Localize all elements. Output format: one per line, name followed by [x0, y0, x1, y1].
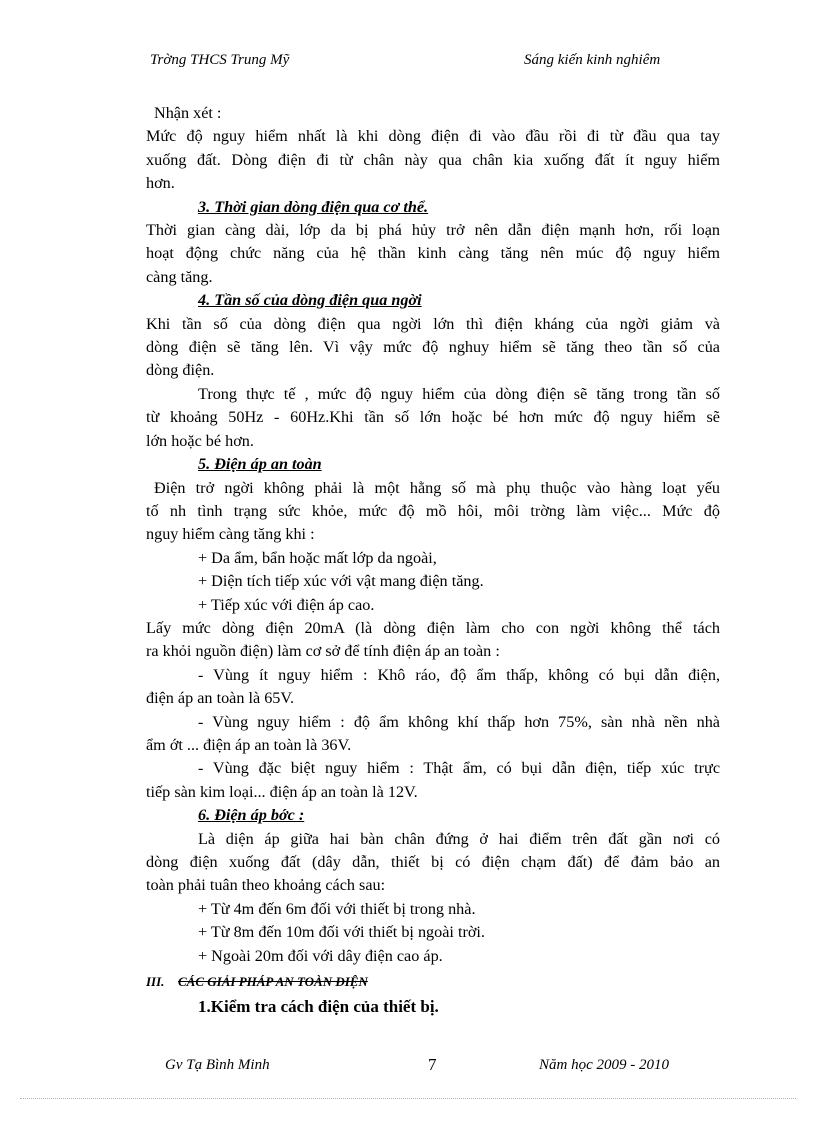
para-4b-line: từ khoảng 50Hz - 60Hz.Khi tần số lớn hoặc bé hơn mức độ nguy hiểm sẽ [146, 408, 720, 427]
zone-2-line: - Vùng nguy hiểm : độ ẩm không khí thấp hơn 75%, sàn nhà nền nhà [198, 712, 720, 731]
para-4a-line: Khi tần số của dòng điện qua ngời lớn thì điện kháng của ngời giảm và [146, 314, 720, 333]
para-3-line: Thời gian càng dài, lớp da bị phá hủy trở nên dẫn điện mạnh hơn, rối loạn [146, 221, 720, 240]
section-3-heading [146, 970, 720, 993]
zone-3-line: tiếp sàn kim loại... điện áp an toàn là 12V. [146, 782, 418, 801]
zone-2-line: ẩm ớt ... điện áp an toàn là 36V. [146, 735, 352, 754]
zone-3-line: - Vùng đặc biệt nguy hiểm : Thật ẩm, có bụi dẫn điện, tiếp xúc trực [198, 759, 720, 778]
heading-3: 3. Thời gian dòng điện qua cơ thể. [198, 197, 429, 216]
para-6-line: Là diện áp giữa hai bàn chân đứng ở hai điểm trên đất gần nơi có [198, 829, 720, 848]
para-4b-line: Trong thực tế , mức độ nguy hiểm của dòng điện sẽ tăng trong tần số [198, 384, 720, 403]
footer-author: Gv Tạ Bình Minh [165, 1057, 270, 1073]
heading-4: 4. Tần số của dòng điện qua ngời [198, 291, 422, 310]
heading-5: 5. Điện áp an toàn [198, 455, 322, 474]
para-5b-line: ra khỏi nguồn điện) làm cơ sở để tính điện áp an toàn : [146, 642, 500, 661]
remark-line: xuống đất. Dòng điện đi từ chân này qua chân kia xuống đất ít nguy hiểm [146, 150, 720, 169]
para-4a-line: dòng điện sẽ tăng lên. Vì vậy mức độ nghuy hiểm sẽ tăng theo tần số của [146, 338, 720, 357]
para-6-line: dòng điện xuống đất (dây dẫn, thiết bị có điện chạm đất) để đảm bảo an [146, 853, 720, 871]
heading-6: 6. Điện áp bớc : [198, 806, 305, 825]
para-6-line: toàn phải tuân theo khoảng cách sau: [146, 876, 386, 895]
list-item: + Từ 4m đến 6m đối với thiết bị trong nhà. [198, 899, 476, 918]
para-4b-line: lớn hoặc bé hơn. [146, 431, 254, 450]
list-item: + Da ẩm, bẩn hoặc mất lớp da ngoài, [198, 548, 437, 567]
zone-1-line: điện áp an toàn là 65V. [146, 689, 295, 708]
header-school: Trờng THCS Trung Mỹ [150, 52, 290, 68]
para-4a-line: dòng điện. [146, 361, 215, 380]
list-item: + Từ 8m đến 10m đối với thiết bị ngoài trời. [198, 923, 485, 942]
remark-title: Nhận xét : [154, 104, 222, 122]
para-3-line: hoạt động chức năng của hệ thần kinh càng tăng nên múc độ nguy hiểm [146, 244, 720, 263]
remark-line: hơn. [146, 174, 175, 193]
section-3-title: CÁC GIẢI PHÁP AN TOÀN ĐIỆN [178, 974, 368, 990]
footer-year: Năm học 2009 - 2010 [539, 1057, 669, 1073]
para-5b-line: Lấy mức dòng điện 20mA (là dòng điện làm cho con ngời không thể tách [146, 618, 720, 637]
para-5-line: Điện trở ngời không phải là một hằng số mà phụ thuộc vào hàng loạt yếu [154, 478, 720, 497]
zone-1-line: - Vùng ít nguy hiểm : Khô ráo, độ ẩm thấp, không có bụi dẫn điện, [198, 665, 720, 684]
subsection-1-heading: 1.Kiểm tra cách điện của thiết bị. [198, 997, 439, 1017]
list-item: + Tiếp xúc với điện áp cao. [198, 595, 375, 614]
para-3-line: càng tăng. [146, 267, 213, 286]
header-title: Sáng kiến kinh nghiêm [524, 52, 661, 68]
remark-line: Mức độ nguy hiểm nhất là khi dòng điện đi vào đầu rồi đi từ đầu qua tay [146, 127, 720, 146]
page-number: 7 [428, 1055, 437, 1074]
page-body [146, 102, 720, 1019]
page-bottom-divider [20, 1098, 796, 1099]
para-5-line: tố nh tình trạng sức khỏe, mức độ mồ hôi, môi trờng làm việc... Mức độ [146, 501, 720, 520]
section-3-number: III. [146, 974, 165, 990]
para-5-line: nguy hiểm càng tăng khi : [146, 525, 315, 544]
list-item: + Diện tích tiếp xúc với vật mang điện tăng. [198, 572, 484, 591]
list-item: + Ngoài 20m đối với dây điện cao áp. [198, 946, 443, 965]
